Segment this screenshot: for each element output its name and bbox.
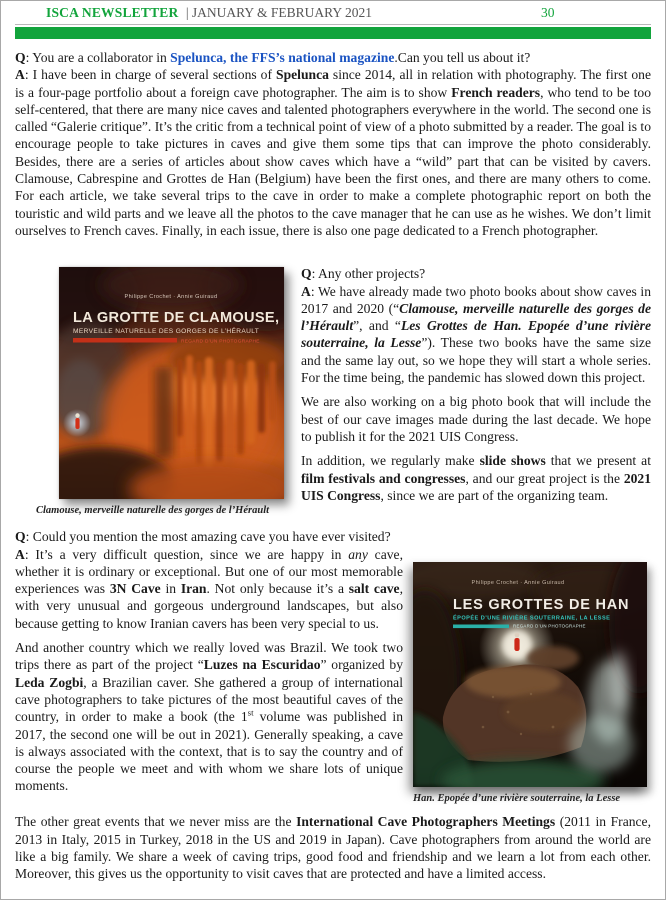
newsletter-title: ISCA NEWSLETTER [46, 5, 179, 20]
han-title: LES GROTTES DE HAN [453, 597, 630, 614]
question-line: Q: Could you mention the most amazing cave you have ever visited? [15, 529, 391, 545]
intro-qa-section [15, 49, 651, 239]
clamouse-caption: Clamouse, merveille naturelle des gorges de l’Hérault [36, 505, 270, 517]
han-caption: Han. Epopée d’une rivière souterraine, la Lesse [413, 793, 621, 805]
amazing-cave-text-column [15, 528, 403, 804]
clamouse-subtitle: MERVEILLE NATURELLE DES GORGES DE L’HÉRAULT [73, 328, 260, 336]
closing-section [15, 813, 651, 882]
amazing-cave-section [15, 528, 651, 804]
han-book-cover-photo [413, 562, 647, 787]
han-teal-bar [453, 625, 509, 629]
page-header [15, 1, 651, 25]
question-line: Q: Any other projects? [301, 266, 426, 282]
han-tagline: REGARD D’UN PHOTOGRAPHE [513, 623, 586, 629]
clamouse-book-cover-photo [59, 267, 284, 499]
projects-section [15, 251, 651, 516]
body-paragraph: In addition, we regularly make slide shows that we present at film festivals and congresses, and our great project is the 2021 UIS Congress, since we are part of the organizing team. [301, 453, 651, 503]
han-subtitle: ÉPOPÉE D’UNE RIVIÈRE SOUTERRAINE, LA LESSE [453, 615, 611, 622]
clamouse-book-figure [36, 267, 284, 517]
answer-paragraph: A: I have been in charge of several sections of Spelunca since 2014, all in relation with photography. The first one is a four-page portfolio about a foreign cave photographer. The aim is to show French readers, who tend to be too self-centered, that there are many nice caves and talented photographers everywhere in the world. The second one is called “Galerie critique”. It’s the critic from a technical point of view of a photo submitted by a reader. The goal is to encourage people to take pictures in caves and give them some tips that can improve the photo considerably. Besides, there are a series of articles about show caves which have a “wild” part that can be visited by cavers. Clamouse, Cabrespine and Grottes de Han (Belgium) have been the first ones, and there are many others to come. For each article, we take several trips to the cave in order to make a complete photographic report on both the touristic and wild parts and we leave all the photos to the cave manager that he can use as he wishes. We don’t limit ourselves to French caves. Finally, in each issue, there is also one page dedicated to a French photographer. [15, 67, 652, 238]
body-paragraph: And another country which we really loved was Brazil. We took two trips there as part of the project “Luzes na Escuridao” organized by Leda Zogbi, a Brazilian caver. She gathered a group of international cave photographers to take pictures of the most beautiful caves of the country, in order to make a book (the 1st volume was published in 2017, the second one will be out in 2021). Generally speaking, a cave is always associated with the context, that is to say the country and of course the people we meet and with whom we share lots of unique moments. [15, 640, 403, 794]
header-green-bar [15, 27, 651, 39]
clamouse-tagline: REGARD D’UN PHOTOGRAPHE [181, 339, 260, 345]
han-book-figure [413, 562, 647, 804]
closing-paragraph: The other great events that we never miss are the International Cave Photographers Meetings (2011 in France, 2013 in Italy, 2015 in Turkey, 2018 in the US and 2019 in Japan). Cave photographers from around the world are like a big family. We share a week of caving trips, good food and friendship and we learn a lot from each other. Moreover, this gives us the opportunity to visit caves that are protected and have a limited access. [15, 814, 651, 882]
clamouse-red-bar [73, 338, 177, 343]
page-number: 30 [541, 5, 555, 20]
answer-paragraph: A: We have already made two photo books about show caves in 2017 and 2020 (“Clamouse, merveille naturelle des gorges de l’Hérault”, and “Les Grottes de Han. Epopée d’une rivière souterraine, la Lesse”). These two books have the same size and the same lay out, so we hope they will start a whole series. For the time being, the pandemic has slowed down this project. [301, 283, 652, 386]
question-line: Q: You are a collaborator in Spelunca, the FFS’s national magazine.Can you tell us about it? [15, 50, 531, 65]
projects-text-column [301, 265, 651, 516]
answer-paragraph: A: It’s a very difficult question, since we are happy in any cave, whether it is ordinary or exceptional. But one of our most memorable experiences was 3N Cave in Iran. Not only because it’s a salt cave, with very unusual and gorgeous underground landscapes, but also because getting to know Iranian cavers has been very special to us. [15, 546, 403, 631]
clamouse-title: LA GROTTE DE CLAMOUSE, [73, 310, 280, 327]
newsletter-issue: | JANUARY & FEBRUARY 2021 [185, 5, 373, 20]
clamouse-authors: Philippe Crochet · Annie Guiraud [124, 294, 218, 301]
body-paragraph: We are also working on a big photo book that will include the best of our cave images made during the last decade. We hope to publish it for the 2021 UIS Congress. [301, 394, 651, 444]
han-authors: Philippe Crochet · Annie Guiraud [471, 580, 565, 587]
